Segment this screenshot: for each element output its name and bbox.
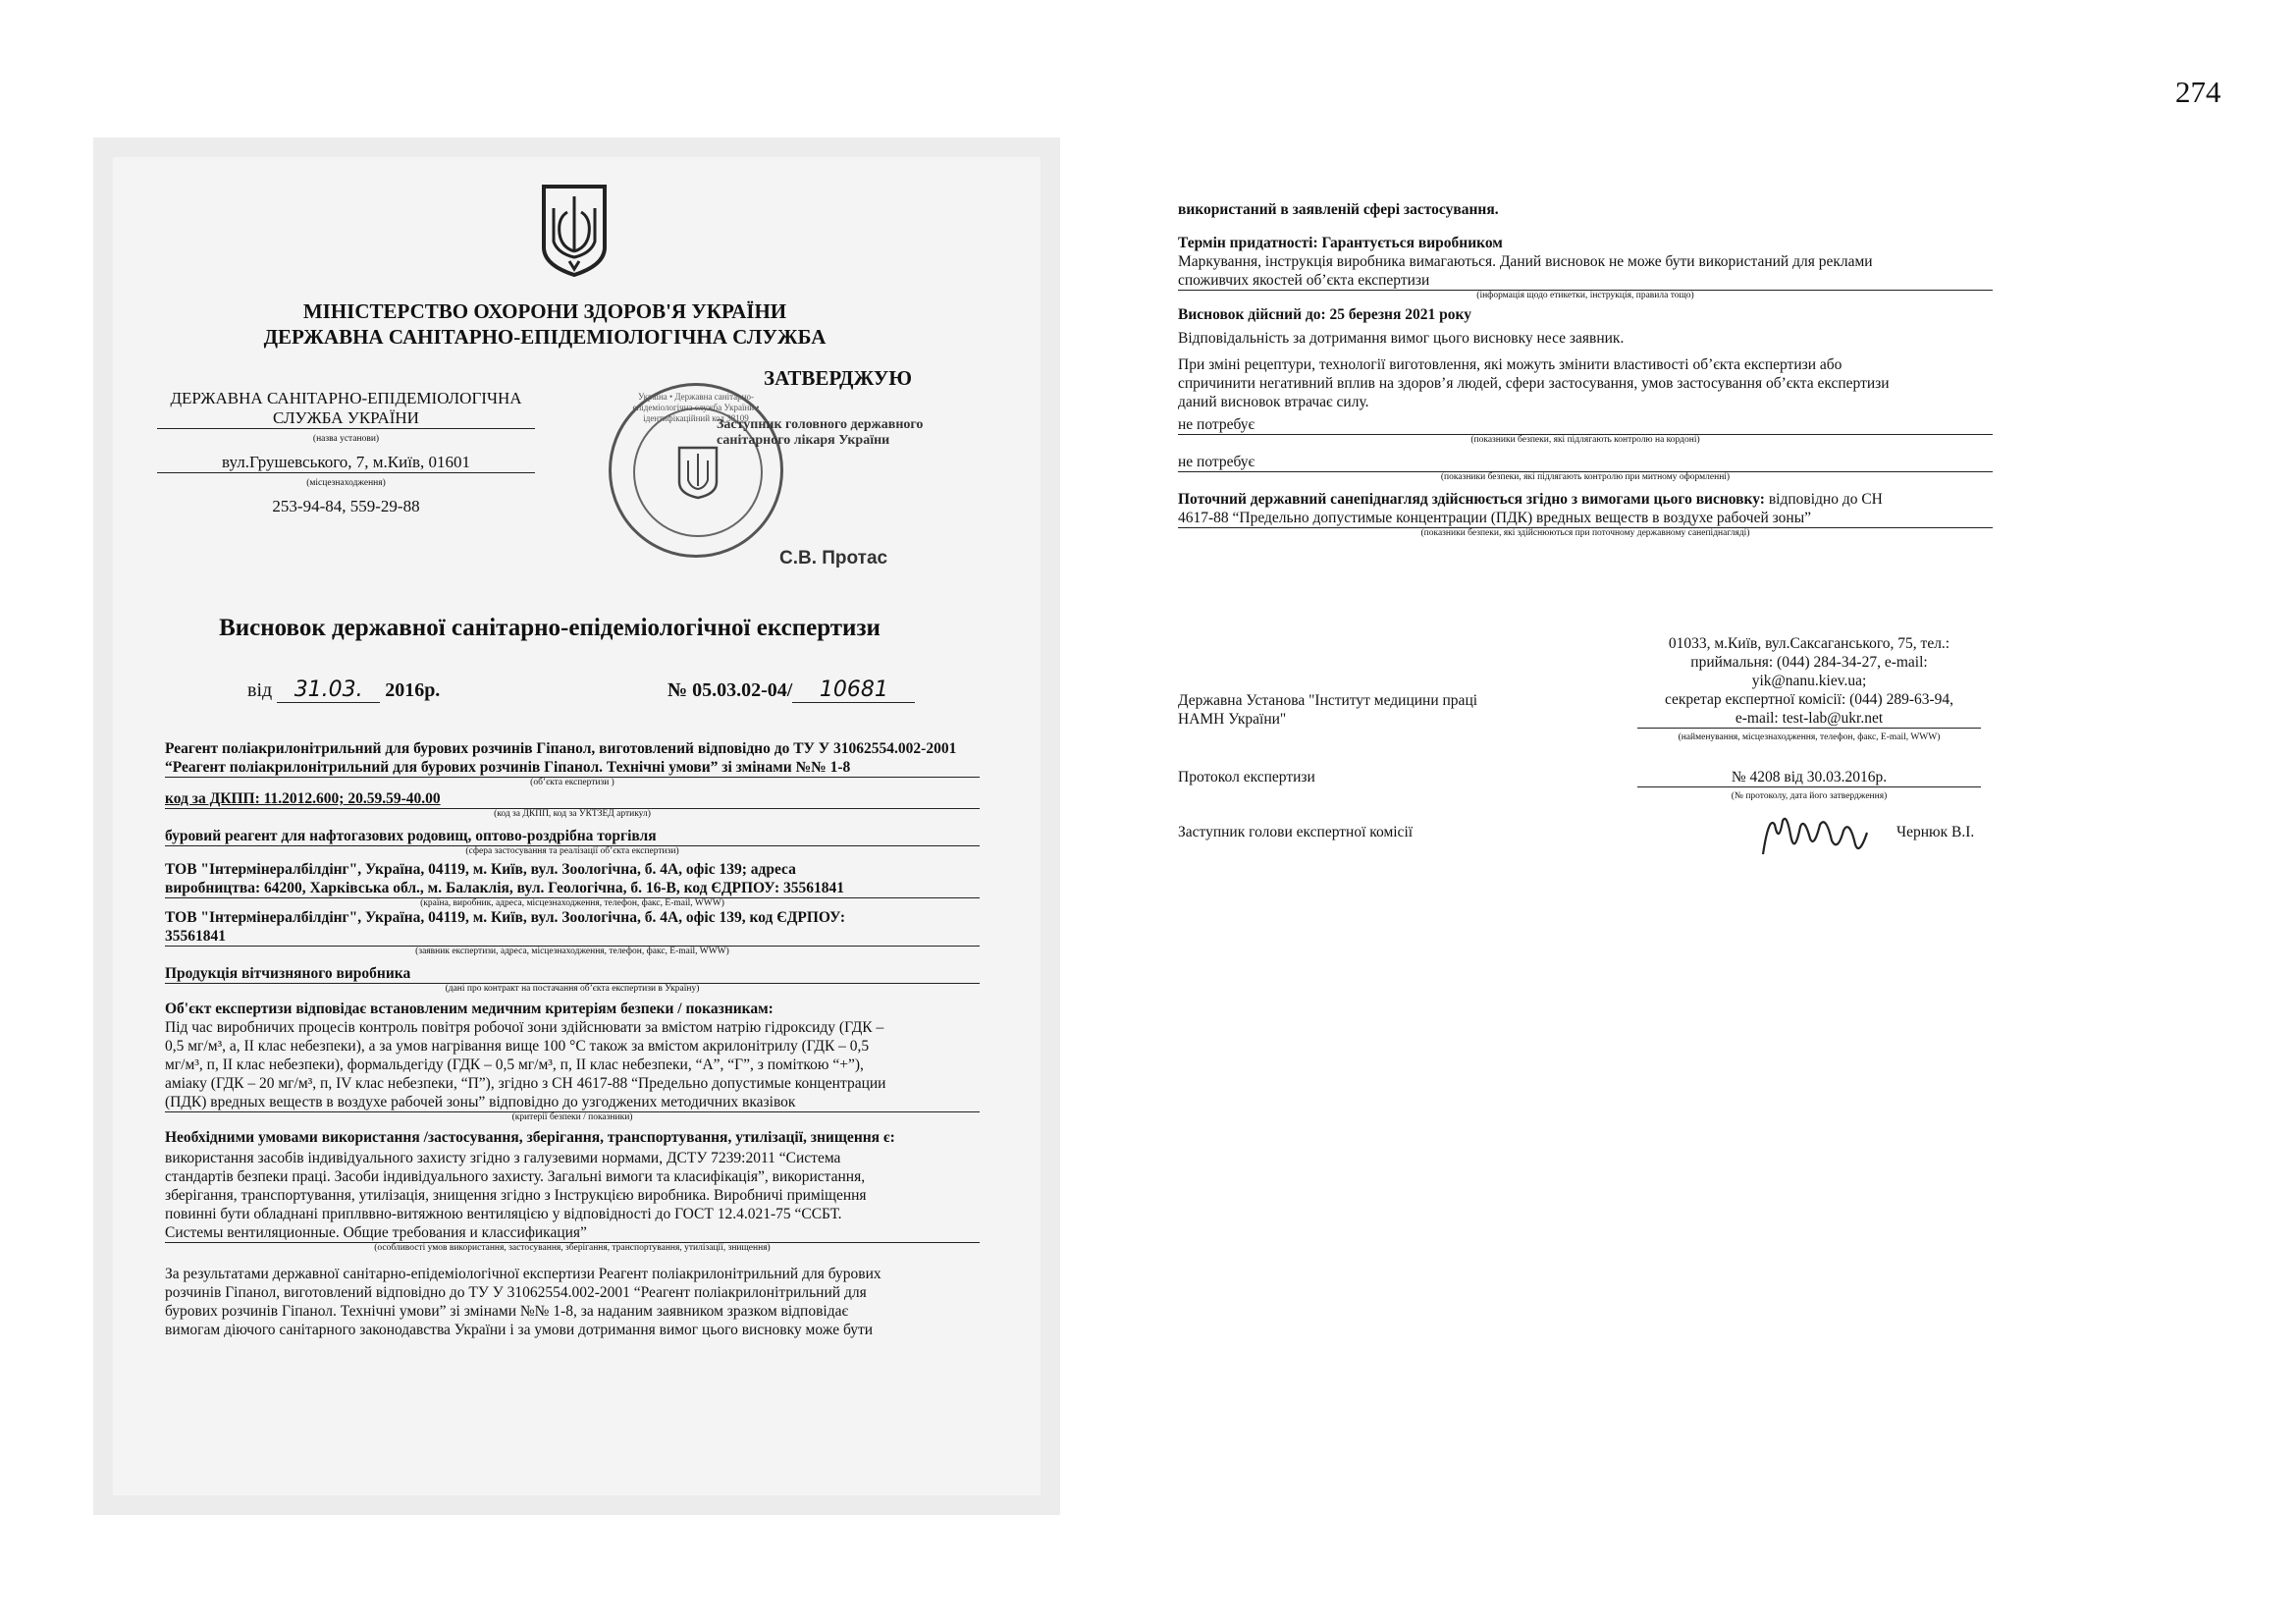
org-address: вул.Грушевського, 7, м.Київ, 01601 — [157, 453, 535, 473]
number-prefix: № 05.03.02-04/ — [667, 679, 793, 701]
marking-line1: Маркування, інструкція виробника вимагаються. Даний висновок не може бути використаний для реклами — [1178, 253, 1873, 270]
product-origin: Продукція вітчизняного виробника — [165, 964, 980, 984]
criteria-heading: Об'єкт експертизи відповідає встановленим медичним критеріям безпеки / показникам: — [165, 1001, 774, 1017]
criteria-line: мг/м³, п, ІІ клас небезпеки), формальдегіду (ГДК – 0,5 мг/м³, п, ІІ клас небезпеки, “А”, “Г”, з поміткою “+”), — [165, 1056, 864, 1073]
ministry-title: МІНІСТЕРСТВО ОХОРОНИ ЗДОРОВ'Я УКРАЇНИ — [302, 299, 787, 323]
customs-control: не потребує — [1178, 453, 1993, 472]
supervision-line1 — [1178, 490, 1993, 509]
conditions-line: зберігання, транспортування, утилізація, знищення згідно з Інструкцією виробника. Виробничі приміщення — [165, 1187, 867, 1204]
handwritten-date: 31.03. — [277, 677, 380, 703]
date-line — [247, 677, 440, 703]
usage-continuation: використаний в заявленій сфері застосування. — [1178, 201, 1499, 218]
manufacturer-line2: виробництва: 64200, Харківська обл., м. Балаклія, вул. Геологічна, б. 16-В, код ЄДРПОУ: 35561841 — [165, 879, 980, 898]
lab-address-line4: секретар експертної комісії: (044) 289-63-94, — [1664, 691, 1954, 708]
lab-address-line5: e-mail: test-lab@ukr.net — [1637, 709, 1981, 729]
supervision-rest: відповідно до СН — [1764, 491, 1883, 508]
number-line — [667, 677, 915, 703]
date-year: 2016р. — [385, 679, 441, 701]
sphere-caption: (сфера застосування та реалізації об’єкта експертизи) — [465, 846, 679, 856]
protocol-caption: (№ протоколу, дата його затвердження) — [1731, 791, 1888, 801]
customs-caption: (показники безпеки, які підлягають контролю при митному оформленні) — [1440, 472, 1731, 482]
org-caption: (назва установи) — [312, 434, 380, 444]
applicant-line1: ТОВ "Інтермінералбілдінг", Україна, 04119, м. Київ, вул. Зоологічна, б. 4А, офіс 139, код ЄДРПОУ: — [165, 909, 846, 926]
date-prefix: від — [247, 679, 273, 701]
deputy-chair-label: Заступник голови експертної комісії — [1178, 824, 1414, 840]
result-line: розчинів Гіпанол, виготовлений відповідно до ТУ У 31062554.002-2001 “Реагент поліакрилонітрильний для — [165, 1284, 867, 1301]
border-caption: (показники безпеки, які підлягають контролю на кордоні) — [1470, 435, 1700, 445]
code-caption: (код за ДКПП, код за УКТЗЕД артикул) — [494, 809, 651, 819]
service-title: ДЕРЖАВНА САНІТАРНО-ЕПІДЕМІОЛОГІЧНА СЛУЖБА — [263, 325, 827, 349]
valid-until: Висновок дійсний до: 25 березня 2021 року — [1178, 306, 1471, 323]
change-line1: При зміні рецептури, технології виготовлення, які можуть змінити властивості об’єкта експертизи або — [1178, 356, 1842, 373]
org-phones: 253-94-84, 559-29-88 — [272, 497, 420, 515]
approve-label: ЗАТВЕРДЖУЮ — [764, 366, 912, 390]
lab-address-line3: yik@nanu.kiev.ua; — [1751, 673, 1867, 689]
conditions-line: стандартів безпеки праці. Засоби індивідуального захисту. Загальні вимоги та класифікація”, використання, — [165, 1168, 866, 1185]
lab-address-line2: приймальня: (044) 284-34-27, e-mail: — [1690, 654, 1928, 671]
result-line: бурових розчинів Гіпанол. Технічні умови” зі змінами №№ 1-8, за наданим заявником зразком відповідає — [165, 1303, 849, 1320]
stamp-text: Україна • Державна санітарно-епідеміологічна служба України • ідентифікаційний код 38109 — [632, 392, 760, 423]
conditions-line: використання засобів індивідуального захисту згідно з галузевими нормами, ДСТУ 7239:2011 “Система — [165, 1150, 841, 1166]
coat-of-arms-icon — [540, 183, 609, 277]
criteria-line: аміаку (ГДК – 20 мг/м³, п, IV клас небезпеки, “П”), згідно з СН 4617-88 “Предельно допустимые концентрации — [165, 1075, 886, 1092]
org-name-line2: СЛУЖБА УКРАЇНИ — [157, 408, 535, 429]
supervision-bold: Поточний державний санепіднагляд здійснюється згідно з вимогами цього висновку: — [1178, 491, 1765, 508]
official-stamp — [609, 383, 783, 558]
criteria-caption: (критерії безпеки / показники) — [511, 1112, 633, 1122]
protocol-value: № 4208 від 30.03.2016р. — [1637, 768, 1981, 787]
marking-line2: споживчих якостей об’єкта експертизи — [1178, 271, 1993, 291]
approver-name: С.В. Протас — [779, 548, 888, 568]
manufacturer-line1: ТОВ "Інтермінералбілдінг", Україна, 04119, м. Київ, вул. Зоологічна, б. 4А, офіс 139; адреса — [165, 861, 796, 878]
manufacturer-caption: (країна, виробник, адреса, місцезнаходження, телефон, факс, E-mail, WWW) — [420, 898, 724, 908]
change-line2: спричинити негативний вплив на здоров’я людей, сфери застосування, умов застосування об’єкта експертизи — [1178, 375, 1890, 392]
conditions-line: Системы вентиляционные. Общие требования и классификация” — [165, 1223, 980, 1243]
conditions-line: повинні бути обладнані приплввно-витяжною вентиляцією у відповідності до ГОСТ 12.4.021-75 “ССБТ. — [165, 1206, 842, 1222]
object-caption: (об’єкта експертизи ) — [530, 778, 614, 787]
document-title: Висновок державної санітарно-епідеміологічної експертизи — [219, 615, 881, 641]
deputy-chair-name: Чернюк В.І. — [1896, 824, 1975, 840]
product-code: код за ДКПП: 11.2012.600; 20.59.59-40.00 — [165, 789, 980, 809]
applicant-caption: (заявник експертизи, адреса, місцезнаходження, телефон, факс, E-mail, WWW) — [415, 947, 729, 956]
supervision-caption: (показники безпеки, які здійснюються при поточному державному санепіднагляді) — [1420, 528, 1750, 538]
expertise-object: Реагент поліакрилонітрильний для бурових розчинів Гіпанол, виготовлений відповідно до ТУ У 31062554.002-2001 “Реагент поліакрилонітрильний для бурових розчинів Гіпанол. Технічні умови” зі змінами №№ 1-8 — [165, 739, 980, 778]
conditions-heading: Необхідними умовами використання /застосування, зберігання, транспортування, утилізації, знищення є: — [165, 1129, 895, 1146]
protocol-label: Протокол експертизи — [1178, 769, 1315, 785]
org-name-line1: ДЕРЖАВНА САНІТАРНО-ЕПІДЕМІОЛОГІЧНА — [170, 389, 522, 407]
application-sphere: буровий реагент для нафтогазових родовищ, оптово-роздрібна торгівля — [165, 827, 980, 846]
change-line3: даний висновок втрачає силу. — [1178, 394, 1369, 410]
product-caption: (дані про контракт на постачання об’єкта експертизи в Україну) — [445, 984, 700, 994]
shelf-life: Термін придатності: Гарантується виробником — [1178, 235, 1503, 251]
criteria-line: 0,5 мг/м³, а, ІІ клас небезпеки), а за умов нагрівання вище 100 °С також за вмістом акрилонітрилу (ГДК – 0,5 — [165, 1038, 870, 1055]
conditions-caption: (особливості умов використання, застосування, зберігання, транспортування, утилізації, знищення) — [374, 1243, 771, 1253]
supervision-line2: 4617-88 “Предельно допустимые концентрации (ПДК) вредных веществ в воздухе рабочей зоны” — [1178, 509, 1993, 528]
applicant-line2: 35561841 — [165, 927, 980, 947]
lab-name-line1: Державна Установа "Інститут медицини праці — [1178, 692, 1478, 709]
result-line: вимогам діючого санітарного законодавства України і за умови дотримання вимог цього висновку може бути — [165, 1322, 874, 1338]
handwritten-signature-icon — [1757, 805, 1875, 864]
handwritten-number: 10681 — [792, 677, 915, 703]
criteria-line: Під час виробничих процесів контроль повітря робочої зони здійснювати за вмістом натрію гідроксиду (ГДК – — [165, 1019, 884, 1036]
stamp-trident-icon — [676, 445, 720, 500]
border-control: не потребує — [1178, 415, 1993, 435]
deputy-title-line1: Заступник головного державного — [717, 417, 924, 432]
page-number: 274 — [2175, 75, 2221, 109]
lab-name-line2: НАМН України" — [1178, 711, 1287, 728]
address-caption: (місцезнаходження) — [306, 478, 386, 488]
criteria-line: (ПДК) вредных веществ в воздухе рабочей зоны” відповідно до узгоджених методичних вказівок — [165, 1093, 980, 1112]
deputy-title-line2: санітарного лікаря України — [717, 433, 890, 448]
responsibility: Відповідальність за дотримання вимог цього висновку несе заявник. — [1178, 330, 1625, 347]
lab-address-line1: 01033, м.Київ, вул.Саксаганського, 75, тел.: — [1668, 635, 1950, 652]
result-line: За результатами державної санітарно-епідеміологічної експертизи Реагент поліакрилонітрильний для бурових — [165, 1266, 881, 1282]
lab-caption: (найменування, місцезнаходження, телефон, факс, E-mail, WWW) — [1678, 732, 1941, 742]
marking-caption: (інформація щодо етикетки, інструкція, правила тощо) — [1476, 291, 1694, 300]
